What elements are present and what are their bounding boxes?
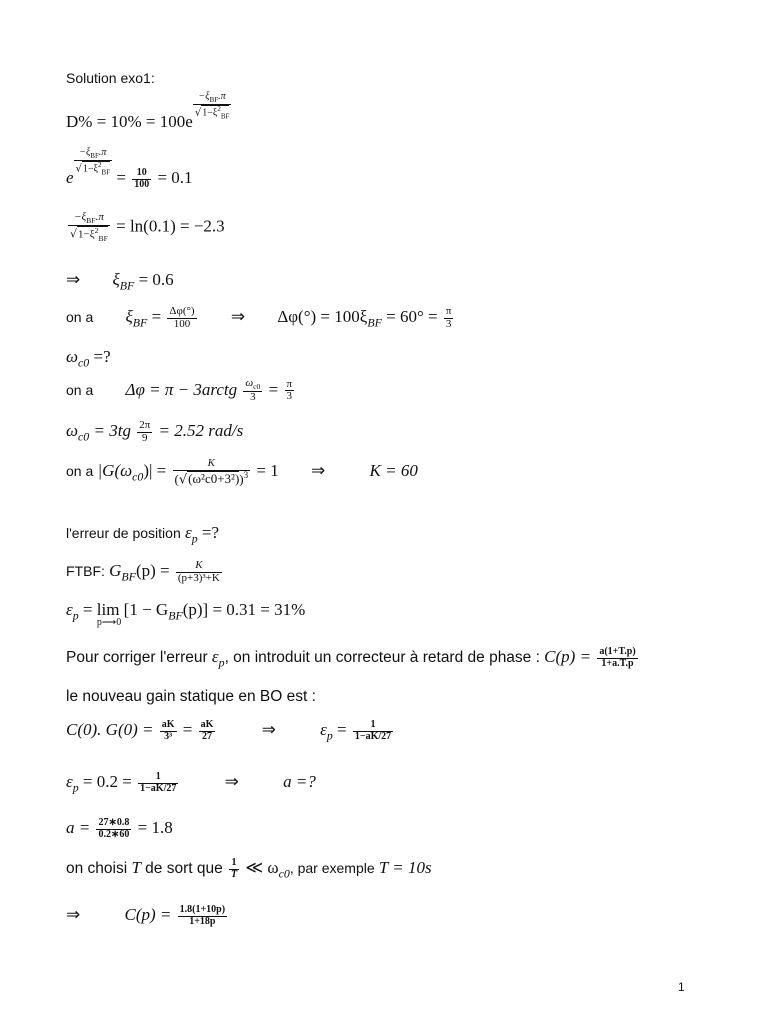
equation-epsilon-value — [66, 772, 316, 795]
eq8-mid: = 3tg — [93, 420, 131, 440]
eq15-den2: 27 — [202, 730, 212, 742]
implies-icon: ⇒ — [230, 306, 246, 326]
eq17-rhs: = 1.8 — [137, 818, 173, 837]
eq1-exp-den-sub: BF — [220, 112, 230, 121]
eq12-lhs: ε — [66, 600, 73, 619]
equation-limit — [66, 600, 306, 628]
eq11-prefix: FTBF: — [66, 562, 105, 579]
eq3-num-a: −ξ — [74, 211, 87, 223]
eq6-lhs-sub: c0 — [78, 355, 90, 370]
eq9-expr-sub: c0 — [132, 469, 144, 484]
eq16-lhs-sub: p — [72, 780, 79, 795]
implies-icon: ⇒ — [66, 270, 81, 289]
eq8-rhs: = 2.52 rad/s — [158, 420, 244, 440]
eq10-sym-sub: p — [191, 531, 198, 546]
eq1-exponent: $\frac{-\xi_{BF}.\pi}{√1-\xi^2_{BF}}$ — [194, 91, 230, 121]
eq3-num-sub: BF — [86, 216, 96, 226]
eq7-equals: = — [268, 379, 279, 399]
eq13-den: 1+a.T.p — [601, 657, 634, 669]
eq18-text-c: , par exemple — [289, 860, 375, 876]
eq18-den: T — [230, 868, 238, 880]
eq7-frac-den: 3 — [286, 390, 293, 403]
eq1-lhs: D% = 10% = 100e — [66, 112, 193, 131]
eq13-lhs: C(p) = — [544, 647, 592, 666]
eq16-mid: = 0.2 = — [82, 772, 132, 791]
eq18-sym: T — [131, 858, 141, 877]
eq5-rhs-sub: BF — [367, 315, 382, 330]
eq18-ll: ≪ ω — [245, 858, 279, 877]
eq12-expr: [1 − G — [123, 600, 169, 619]
eq9-expr-end: )| = — [143, 461, 167, 481]
eq15-equals: = — [182, 720, 193, 739]
eq15-lhs: C(0). G(0) = — [66, 720, 154, 739]
eq4-lhs: ξ — [112, 270, 120, 289]
eq13-sym-sub: p — [218, 655, 225, 670]
eq5-frac-den: 3 — [445, 317, 452, 330]
eq7-frac-num: π — [286, 377, 293, 390]
eq5-den: 100 — [173, 317, 191, 330]
eq10-sym: ε — [184, 523, 192, 542]
eq12-lhs-sub: p — [72, 608, 79, 623]
eq9-expr: |G(ω — [97, 461, 133, 481]
equation-omega-value — [66, 420, 243, 444]
eq12-expr-end: (p)] = 0.31 = 31% — [182, 600, 306, 619]
eq18-text-a: on choisi — [66, 860, 128, 877]
eq5-lhs: ξ — [125, 306, 133, 326]
eq15-rhs: ε — [320, 720, 327, 739]
equation-static-gain — [66, 720, 395, 743]
eq16-rhs: a =? — [283, 772, 316, 791]
eq18-ll-sub: c0 — [278, 866, 290, 881]
eq12-expr-sub: BF — [168, 608, 183, 623]
eq1-exp-den: 1−ξ — [202, 107, 218, 119]
eq11-lhs-sub: BF — [121, 569, 136, 584]
equation-arctg — [66, 378, 296, 404]
eq10-text: l'erreur de position — [66, 525, 181, 541]
equation-corrector-result — [66, 905, 229, 927]
eq7-num-sub: c0 — [253, 382, 261, 392]
eq9-den: (ω²c0+3²) — [188, 470, 240, 486]
eq18-num: 1 — [229, 858, 239, 870]
implies-icon: ⇒ — [66, 905, 81, 924]
eq18-text-b: de sort que — [145, 860, 223, 877]
eq13-text-a: Pour corriger l'erreur — [66, 649, 208, 666]
eq16-den: 1−aK/27 — [140, 782, 177, 794]
equation-exponential — [66, 147, 193, 197]
eq2-den: 100 — [134, 178, 150, 190]
eq5-equals: = — [151, 306, 162, 326]
eq4-rhs: = 0.6 — [138, 270, 174, 289]
eq7-expr: Δφ = π − 3arctg — [125, 379, 238, 399]
page-number: 1 — [678, 980, 685, 994]
eq19-num: 1.8(1+10p) — [179, 904, 226, 916]
eq2-equals: = — [116, 168, 126, 187]
eq5-lhs-sub: BF — [132, 315, 148, 330]
eq17-den: 0.2∗60 — [98, 828, 130, 840]
eq2-exp-num: −ξ — [79, 147, 91, 158]
eq7-prefix: on a — [66, 381, 94, 398]
equation-gain: on a $|G(\omega_{c0})|$ = $\frac{K}{(√(\omega^2c0+3^2))^3}$ = 1 ⇒ K = 60 — [66, 457, 418, 487]
solution-title: Solution exo1: — [66, 70, 155, 86]
eq1-exp-num2: .π — [218, 91, 226, 102]
eq17-num: 27∗0.8 — [98, 817, 130, 829]
eq11-den: (p+3)³+K — [177, 571, 220, 584]
implies-icon: ⇒ — [224, 772, 239, 791]
eq2-exp-sub: BF — [90, 152, 99, 160]
eq3-num-b: .π — [95, 211, 104, 223]
eq2-exp-num2: .π — [98, 147, 107, 158]
eq15-num3: 1 — [353, 720, 393, 732]
eq11-lhs-end: (p) = — [135, 560, 170, 580]
eq2-exponent: $\frac{-\xi_{BF}.\pi}{√1-\xi^2_{BF}}$ — [75, 147, 111, 177]
eq18-ex: T = 10s — [378, 858, 432, 877]
eq8-lhs-sub: c0 — [78, 429, 90, 444]
implies-icon: ⇒ — [311, 461, 326, 481]
eq2-base: e — [66, 168, 74, 187]
corrector-sentence — [66, 647, 640, 670]
eq3-result: = ln(0.1) = −2.3 — [116, 216, 225, 236]
eq9-prefix: on a — [66, 463, 94, 480]
eq19-den: 1+18p — [189, 915, 216, 927]
equation-a-value — [66, 818, 173, 840]
eq2-exp-den-sub: BF — [101, 168, 111, 177]
implies-icon: ⇒ — [261, 720, 276, 739]
eq6-lhs: ω — [66, 347, 79, 366]
equation-ftbf — [66, 560, 224, 584]
eq11-num: K — [176, 560, 222, 573]
eq5-rhs-b: = 60° = — [386, 306, 438, 326]
static-gain-sentence: le nouveau gain statique en BO est : — [66, 688, 316, 705]
eq3-den-a: 1−ξ — [78, 228, 95, 241]
position-error-question — [66, 523, 219, 546]
eq16-num: 1 — [138, 772, 178, 784]
eq9-num: K — [173, 458, 251, 471]
eq5-rhs-a: Δφ(°) = 100ξ — [277, 306, 368, 326]
eq9-result: K = 60 — [369, 461, 418, 481]
eq8-den: 9 — [141, 431, 148, 444]
equation-ln: $\frac{-\xi_{BF}.\pi}{√1-\xi^2_{BF}}$ = ln(0.1) = −2.3 — [70, 211, 225, 244]
eq8-num: 2π — [139, 419, 151, 431]
eq19-lhs: C(p) = — [124, 905, 172, 924]
eq15-rhs-sub: p — [326, 728, 333, 743]
eq8-lhs: ω — [66, 420, 79, 440]
eq12-lim: = lim — [82, 600, 120, 619]
eq11-lhs: G — [109, 560, 122, 580]
eq15-num2: aK — [200, 719, 214, 731]
eq7-num: ω — [245, 377, 254, 389]
eq17-lhs: a = — [66, 818, 91, 837]
eq2-result: = 0.1 — [157, 168, 193, 187]
eq6-rhs: =? — [93, 347, 111, 366]
eq1-exp-sub: BF — [209, 96, 219, 104]
equation-phase-margin — [66, 306, 455, 330]
eq13-num: a(1+T.p) — [599, 646, 636, 658]
eq15-num1: aK — [161, 719, 175, 731]
eq2-num: 10 — [132, 168, 151, 180]
eq13-sym: ε — [211, 647, 219, 666]
eq5-num: Δφ(°) — [169, 305, 195, 317]
eq16-lhs: ε — [66, 772, 73, 791]
equation-overshoot — [66, 91, 231, 141]
eq10-rhs: =? — [201, 523, 220, 542]
eq15-den3: 1−aK/27 — [354, 730, 392, 742]
choose-T-sentence — [66, 858, 432, 881]
eq15-rhs-equals: = — [337, 720, 347, 739]
eq7-den: 3 — [250, 391, 256, 404]
eq1-exp-num: −ξ — [198, 91, 210, 102]
eq9-rhs: = 1 — [256, 461, 279, 481]
eq15-den1: 3³ — [164, 730, 173, 742]
eq13-text-b: , on introduit un correcteur à retard de phase : — [224, 649, 540, 666]
eq12-lim-sub: p⟶0 — [96, 617, 122, 628]
eq5-frac-num: π — [445, 305, 452, 317]
eq3-den-sub: BF — [98, 234, 108, 244]
equation-omega-question — [66, 347, 111, 370]
eq2-exp-den: 1−ξ — [82, 163, 99, 175]
equation-damping — [66, 270, 174, 293]
eq4-lhs-sub: BF — [119, 278, 135, 293]
eq5-prefix: on a — [66, 308, 94, 325]
